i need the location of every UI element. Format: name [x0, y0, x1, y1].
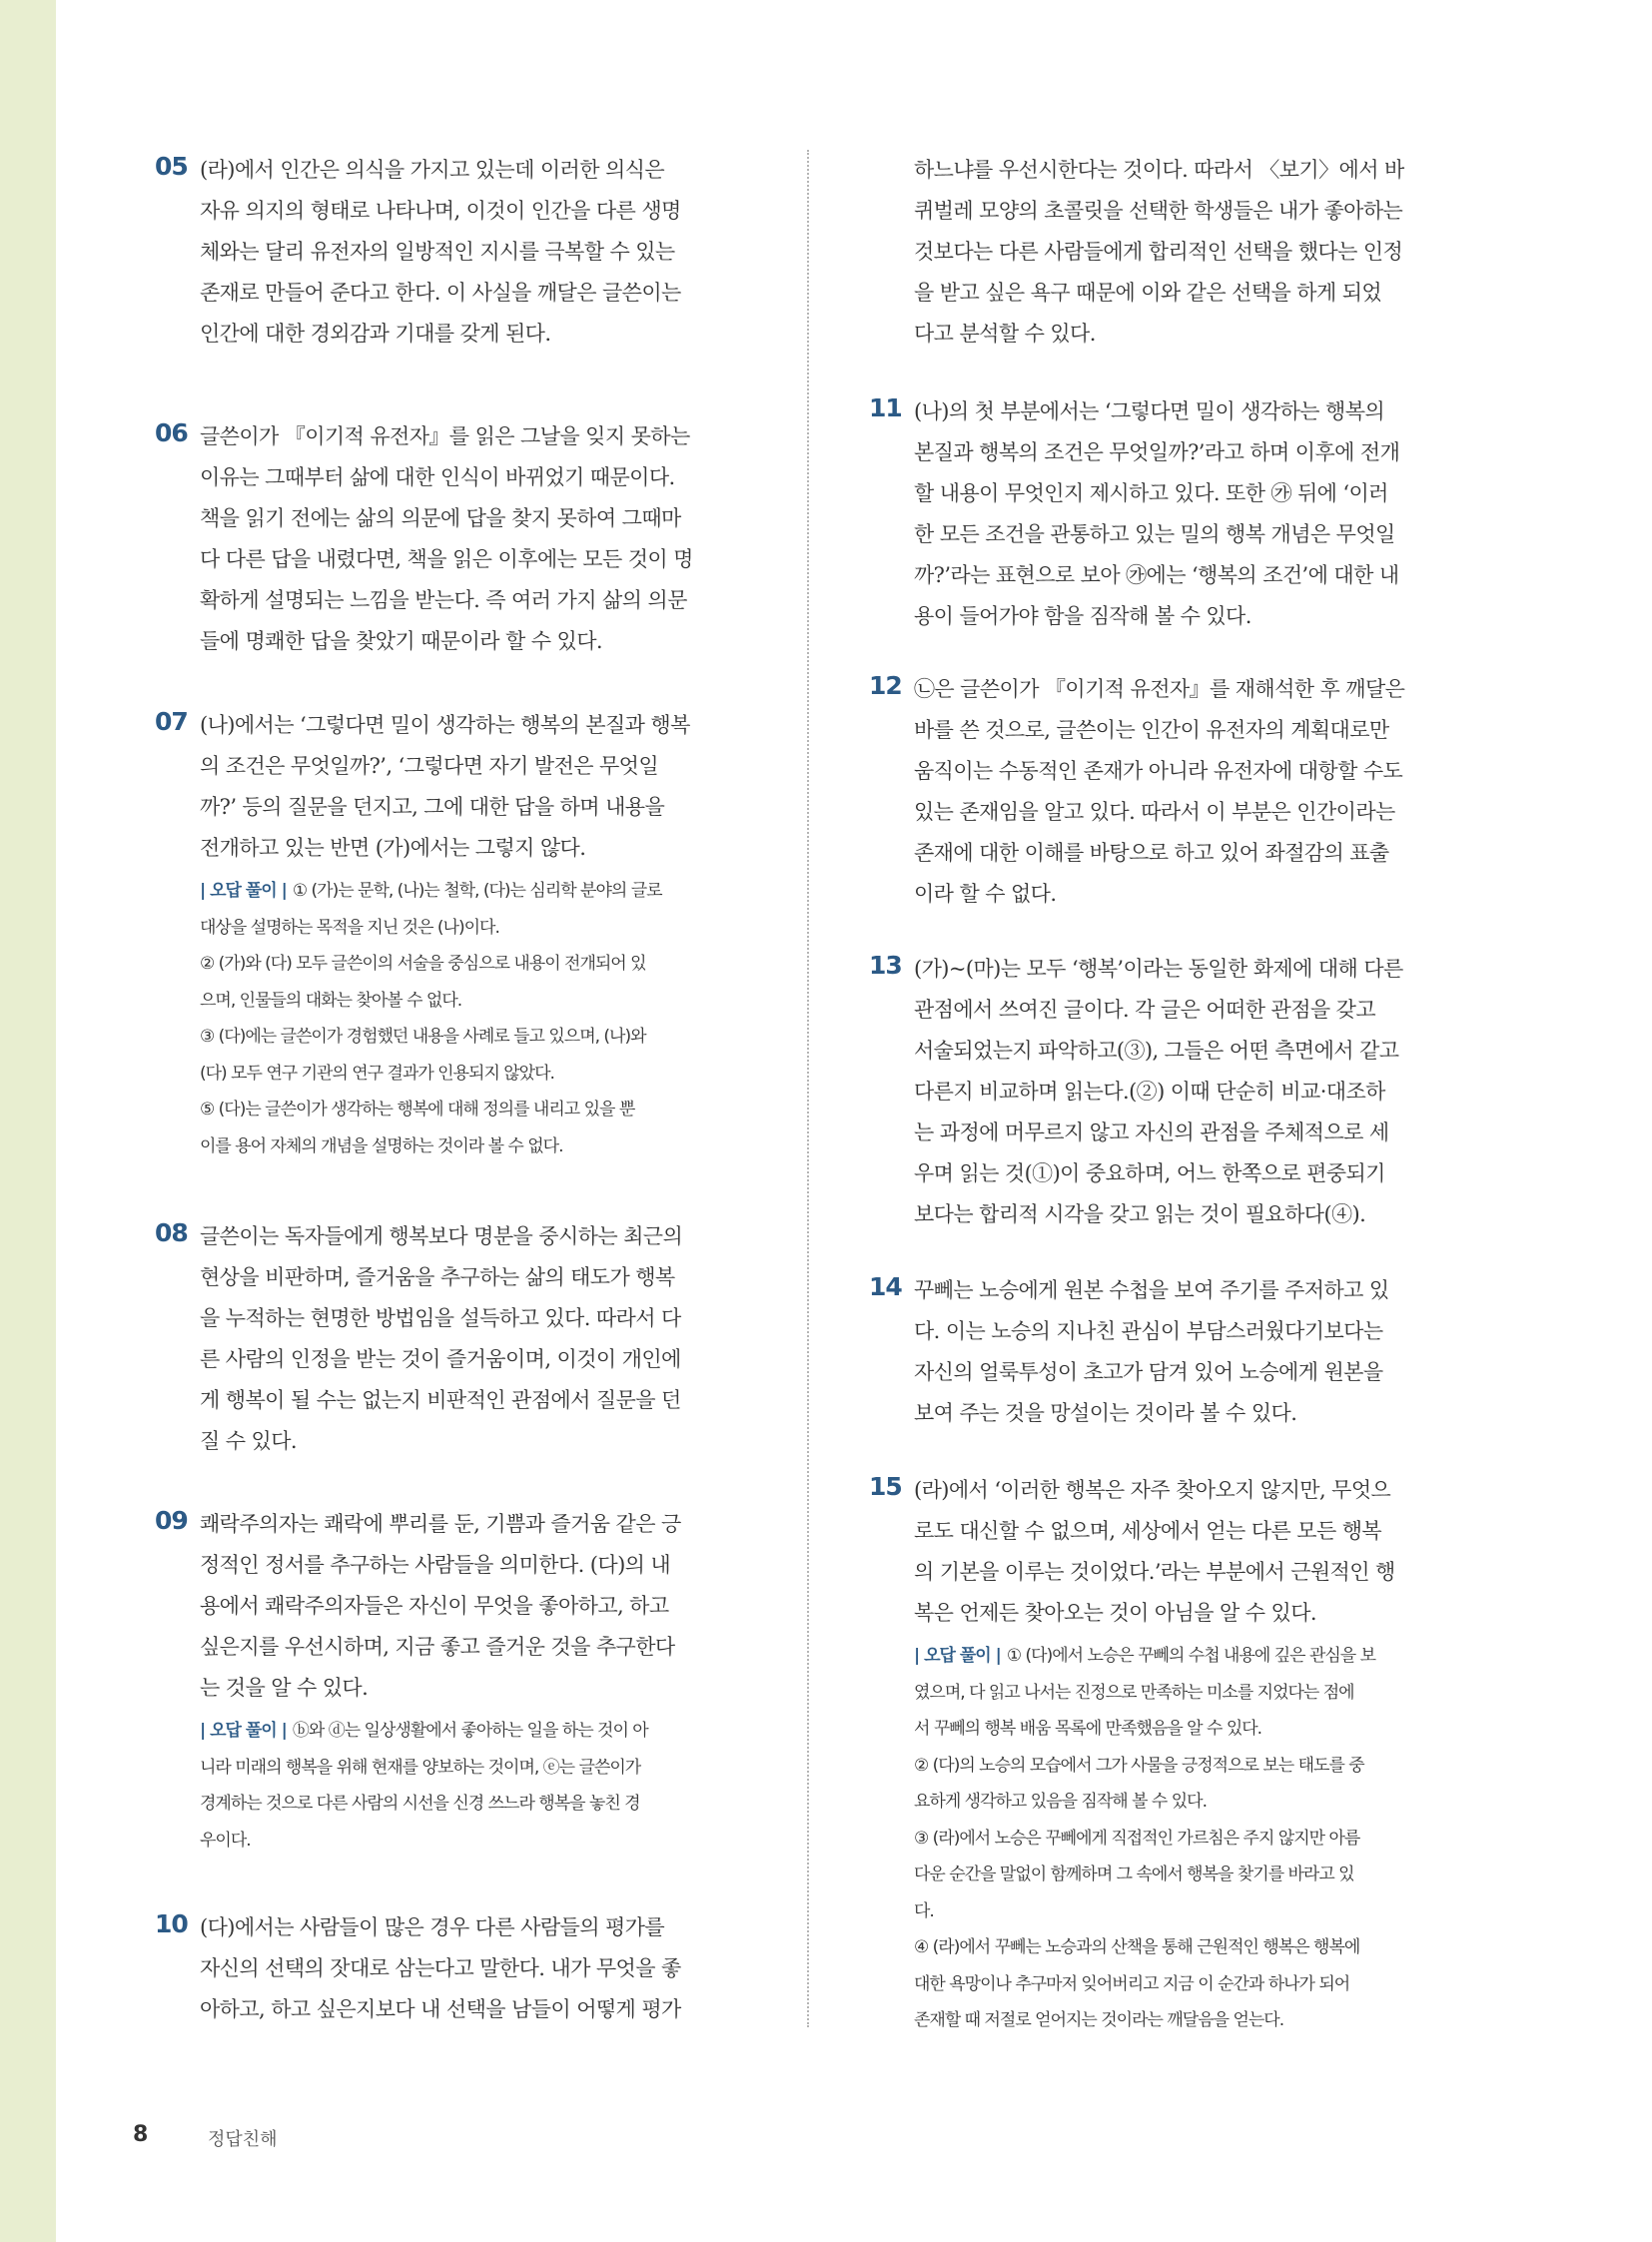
answer-explanation: [914, 1270, 1428, 1434]
text-line: 의 기본을 이루는 것이었다.’라는 부분에서 근원적인 행: [914, 1560, 1395, 1584]
text-line: 글쓴이가 『이기적 유전자』를 읽은 그날을 잊지 못하는: [200, 424, 690, 448]
text-line: 꾸뻬는 노승에게 원본 수첩을 보여 주기를 주저하고 있: [914, 1278, 1389, 1302]
answer-explanation: [914, 949, 1428, 1235]
answer-item: [869, 1270, 1428, 1434]
note-line: [914, 1966, 1428, 2003]
note-text: 대한 욕망이나 추구마저 잊어버리고 지금 이 순간과 하나가 되어: [914, 1973, 1350, 1994]
question-number: 14: [869, 1272, 902, 1301]
text-line: 존재에 대한 이해를 바탕으로 하고 있어 좌절감의 표출: [914, 841, 1389, 865]
answer-explanation: [200, 705, 754, 869]
text-line: 이라 할 수 없다.: [914, 882, 1057, 906]
text-line: 복은 언제든 찾아오는 것이 아님을 알 수 있다.: [914, 1601, 1316, 1625]
note-text: 우이다.: [200, 1830, 251, 1851]
note-text: 니라 미래의 행복을 위해 현재를 양보하는 것이며, ⓔ는 글쓴이가: [200, 1757, 641, 1778]
wrong-answer-notes: [200, 873, 754, 1164]
text-line: 책을 읽기 전에는 삶의 의문에 답을 찾지 못하여 그때마: [200, 506, 681, 530]
note-text: ① (다)에서 노승은 꾸뻬의 수첩 내용에 깊은 관심을 보: [1006, 1646, 1376, 1666]
answer-explanation: [914, 1470, 1428, 1634]
note-line: [200, 1750, 754, 1787]
note-text: ③ (라)에서 노승은 꾸뻬에게 직접적인 가르침은 주지 않지만 아름: [914, 1828, 1360, 1849]
wrong-answer-notes: [200, 1713, 754, 1859]
question-number: 12: [869, 671, 902, 700]
answer-item: [869, 949, 1428, 1235]
answer-item: [869, 669, 1428, 915]
note-line: [914, 1857, 1428, 1893]
note-text: ④ (라)에서 꾸뻬는 노승과의 산책을 통해 근원적인 행복은 행복에: [914, 1937, 1360, 1957]
answer-item: [155, 150, 754, 355]
page-number: 8: [133, 2122, 149, 2147]
note-text: ⑤ (다)는 글쓴이가 생각하는 행복에 대해 정의를 내리고 있을 뿐: [200, 1100, 635, 1120]
note-line: [200, 1786, 754, 1823]
wrong-answer-tag: | 오답 풀이 |: [200, 881, 287, 901]
note-line: [200, 1128, 754, 1165]
text-line: (다)에서는 사람들이 많은 경우 다른 사람들의 평가를: [200, 1915, 665, 1939]
note-line: [914, 1784, 1428, 1821]
note-line: [200, 1092, 754, 1128]
text-line: 현상을 비판하며, 즐거움을 추구하는 삶의 태도가 행복: [200, 1265, 675, 1289]
text-line: 보여 주는 것을 망설이는 것이라 볼 수 있다.: [914, 1401, 1297, 1425]
text-line: 다 다른 답을 내렸다면, 책을 읽은 이후에는 모든 것이 명: [200, 547, 693, 571]
text-line: 다. 이는 노승의 지나친 관심이 부담스러웠다기보다는: [914, 1319, 1383, 1343]
text-line: 하느냐를 우선시한다는 것이다. 따라서 〈보기〉에서 바: [914, 158, 1404, 182]
note-line: [914, 1893, 1428, 1930]
text-line: 용이 들어가야 함을 짐작해 볼 수 있다.: [914, 604, 1251, 628]
text-line: 자신의 선택의 잣대로 삼는다고 말한다. 내가 무엇을 좋: [200, 1956, 681, 1980]
note-line: [200, 1019, 754, 1056]
text-line: 까?’ 등의 질문을 던지고, 그에 대한 답을 하며 내용을: [200, 795, 665, 819]
text-line: 다른지 비교하며 읽는다.(②) 이때 단순히 비교·대조하: [914, 1080, 1385, 1104]
note-line: [200, 983, 754, 1020]
question-number: 15: [869, 1472, 902, 1501]
note-line: [200, 873, 754, 910]
text-line: 서술되었는지 파악하고(③), 그들은 어떤 측면에서 같고: [914, 1039, 1399, 1063]
text-line: 관점에서 쓰여진 글이다. 각 글은 어떠한 관점을 갖고: [914, 998, 1376, 1022]
text-line: 게 행복이 될 수는 없는지 비판적인 관점에서 질문을 던: [200, 1388, 681, 1412]
answer-explanation: [914, 150, 1428, 355]
note-text: ⓑ와 ⓓ는 일상생활에서 좋아하는 일을 하는 것이 아: [292, 1721, 648, 1741]
answer-item: [155, 416, 754, 662]
text-line: 바를 쓴 것으로, 글쓴이는 인간이 유전자의 계획대로만: [914, 718, 1389, 742]
text-line: 전개하고 있는 반면 (가)에서는 그렇지 않다.: [200, 836, 586, 860]
text-line: 의 조건은 무엇일까?’, ‘그렇다면 자기 발전은 무엇일: [200, 754, 659, 778]
note-line: [914, 1748, 1428, 1785]
text-line: 다고 분석할 수 있다.: [914, 322, 1096, 346]
text-line: 들에 명쾌한 답을 찾았기 때문이라 할 수 있다.: [200, 629, 602, 653]
note-line: [200, 946, 754, 983]
note-text: 으며, 인물들의 대화는 찾아볼 수 없다.: [200, 990, 462, 1011]
text-line: 존재로 만들어 준다고 한다. 이 사실을 깨달은 글쓴이는: [200, 281, 681, 305]
note-text: 이를 용어 자체의 개념을 설명하는 것이라 볼 수 없다.: [200, 1135, 563, 1156]
text-line: 본질과 행복의 조건은 무엇일까?’라고 하며 이후에 전개: [914, 440, 1400, 464]
answer-item: [155, 1504, 754, 1859]
answer-explanation: [200, 150, 754, 355]
text-line: 질 수 있다.: [200, 1429, 297, 1453]
text-line: 자유 의지의 형태로 나타나며, 이것이 인간을 다른 생명: [200, 199, 681, 223]
text-line: 을 누적하는 현명한 방법임을 설득하고 있다. 따라서 다: [200, 1306, 681, 1330]
footer-book-title: 정답친해: [208, 2129, 278, 2150]
answer-explanation: [200, 1907, 754, 2030]
text-line: 인간에 대한 경외감과 기대를 갖게 된다.: [200, 322, 551, 346]
wrong-answer-notes: [914, 1638, 1428, 2039]
note-text: 존재할 때 저절로 얻어지는 것이라는 깨달음을 얻는다.: [914, 2010, 1284, 2030]
text-line: 싶은지를 우선시하며, 지금 좋고 즐거운 것을 추구한다: [200, 1635, 675, 1659]
text-line: 자신의 얼룩투성이 초고가 담겨 있어 노승에게 원본을: [914, 1360, 1383, 1384]
answer-item: [869, 391, 1428, 637]
text-line: (가)~(마)는 모두 ‘행복’이라는 동일한 화제에 대해 다른: [914, 957, 1403, 981]
note-text: ② (가)와 (다) 모두 글쓴이의 서술을 중심으로 내용이 전개되어 있: [200, 954, 646, 974]
note-line: [914, 1638, 1428, 1675]
text-line: 는 것을 알 수 있다.: [200, 1676, 369, 1700]
note-text: 대상을 설명하는 목적을 지닌 것은 (나)이다.: [200, 917, 499, 938]
text-line: 글쓴이는 독자들에게 행복보다 명분을 중시하는 최근의: [200, 1224, 683, 1248]
question-number: 05: [155, 152, 188, 181]
question-number: 06: [155, 418, 188, 447]
text-line: 아하고, 하고 싶은지보다 내 선택을 남들이 어떻게 평가: [200, 1997, 681, 2021]
wrong-answer-tag: | 오답 풀이 |: [914, 1646, 1001, 1666]
note-text: 경계하는 것으로 다른 사람의 시선을 신경 쓰느라 행복을 놓친 경: [200, 1794, 640, 1814]
note-text: (다) 모두 연구 기관의 연구 결과가 인용되지 않았다.: [200, 1063, 554, 1084]
text-line: 움직이는 수동적인 존재가 아니라 유전자에 대항할 수도: [914, 759, 1403, 783]
text-line: 는 과정에 머무르지 않고 자신의 관점을 주체적으로 세: [914, 1121, 1389, 1144]
answer-explanation: [200, 416, 754, 662]
text-line: ㉡은 글쓴이가 『이기적 유전자』를 재해석한 후 깨달은: [914, 677, 1405, 701]
answer-explanation: [914, 391, 1428, 637]
wrong-answer-tag: | 오답 풀이 |: [200, 1721, 287, 1741]
note-line: [200, 1823, 754, 1860]
text-line: 용에서 쾌락주의자들은 자신이 무엇을 좋아하고, 하고: [200, 1594, 669, 1618]
note-text: 다.: [914, 1900, 934, 1921]
answer-item: [869, 1470, 1428, 2039]
note-line: [914, 1711, 1428, 1748]
text-line: 을 받고 싶은 욕구 때문에 이와 같은 선택을 하게 되었: [914, 281, 1382, 305]
text-line: 할 내용이 무엇인지 제시하고 있다. 또한 ㉮ 뒤에 ‘이러: [914, 481, 1388, 505]
text-line: 른 사람의 인정을 받는 것이 즐거움이며, 이것이 개인에: [200, 1347, 681, 1371]
text-line: (나)의 첫 부분에서는 ‘그렇다면 밀이 생각하는 행복의: [914, 399, 1385, 423]
note-text: 였으며, 다 읽고 나서는 진정으로 만족하는 미소를 지었다는 점에: [914, 1682, 1354, 1703]
text-line: 한 모든 조건을 관통하고 있는 밀의 행복 개념은 무엇일: [914, 522, 1395, 546]
side-margin-strip: [0, 0, 56, 2242]
answer-explanation: [200, 1504, 754, 1709]
text-line: 이유는 그때부터 삶에 대한 인식이 바뀌었기 때문이다.: [200, 465, 675, 489]
text-line: (라)에서 인간은 의식을 가지고 있는데 이러한 의식은: [200, 158, 665, 182]
note-line: [914, 1821, 1428, 1858]
answer-item: [155, 1907, 754, 2030]
text-line: 우며 읽는 것(①)이 중요하며, 어느 한쪽으로 편중되기: [914, 1161, 1385, 1185]
note-text: ② (다)의 노승의 모습에서 그가 사물을 긍정적으로 보는 태도를 중: [914, 1755, 1364, 1776]
question-number: 10: [155, 1909, 188, 1938]
text-line: 확하게 설명되는 느낌을 받는다. 즉 여러 가지 삶의 의문: [200, 588, 687, 612]
note-text: 다운 순간을 말없이 함께하며 그 속에서 행복을 찾기를 바라고 있: [914, 1865, 1354, 1884]
text-line: 있는 존재임을 알고 있다. 따라서 이 부분은 인간이라는: [914, 800, 1395, 824]
text-line: 퀴벌레 모양의 초콜릿을 선택한 학생들은 내가 좋아하는: [914, 199, 1403, 223]
column-divider: [807, 150, 809, 2027]
question-number: 09: [155, 1506, 188, 1535]
answer-item: [155, 705, 754, 1164]
note-line: [914, 1675, 1428, 1712]
answer-item: [155, 1216, 754, 1462]
note-line: [200, 910, 754, 947]
text-line: 것보다는 다른 사람들에게 합리적인 선택을 했다는 인정: [914, 240, 1403, 264]
text-line: (나)에서는 ‘그렇다면 밀이 생각하는 행복의 본질과 행복: [200, 713, 690, 737]
text-line: 까?’라는 표현으로 보아 ㉮에는 ‘행복의 조건’에 대한 내: [914, 563, 1399, 587]
text-line: 쾌락주의자는 쾌락에 뿌리를 둔, 기쁨과 즐거움 같은 긍: [200, 1512, 681, 1536]
note-line: [914, 1929, 1428, 1966]
question-number: 08: [155, 1218, 188, 1247]
text-line: (라)에서 ‘이러한 행복은 자주 찾아오지 않지만, 무엇으: [914, 1478, 1391, 1502]
answer-item: [869, 150, 1428, 355]
note-text: ③ (다)에는 글쓴이가 경험했던 내용을 사례로 들고 있으며, (나)와: [200, 1027, 646, 1047]
note-text: ① (가)는 문학, (나)는 철학, (다)는 심리학 분야의 글로: [292, 881, 662, 901]
note-text: 요하게 생각하고 있음을 짐작해 볼 수 있다.: [914, 1792, 1208, 1812]
text-line: 정적인 정서를 추구하는 사람들을 의미한다. (다)의 내: [200, 1553, 671, 1577]
text-line: 보다는 합리적 시각을 갖고 읽는 것이 필요하다(④).: [914, 1202, 1366, 1226]
question-number: 07: [155, 707, 188, 736]
question-number: 13: [869, 951, 902, 980]
text-line: 로도 대신할 수 없으며, 세상에서 얻는 다른 모든 행복: [914, 1519, 1382, 1543]
note-line: [200, 1713, 754, 1750]
note-line: [200, 1056, 754, 1093]
note-line: [914, 2002, 1428, 2039]
answer-explanation: [200, 1216, 754, 1462]
question-number: 11: [869, 393, 902, 422]
note-text: 서 꾸뻬의 행복 배움 목록에 만족했음을 알 수 있다.: [914, 1719, 1262, 1739]
text-line: 체와는 달리 유전자의 일방적인 지시를 극복할 수 있는: [200, 240, 675, 264]
answer-explanation: [914, 669, 1428, 915]
